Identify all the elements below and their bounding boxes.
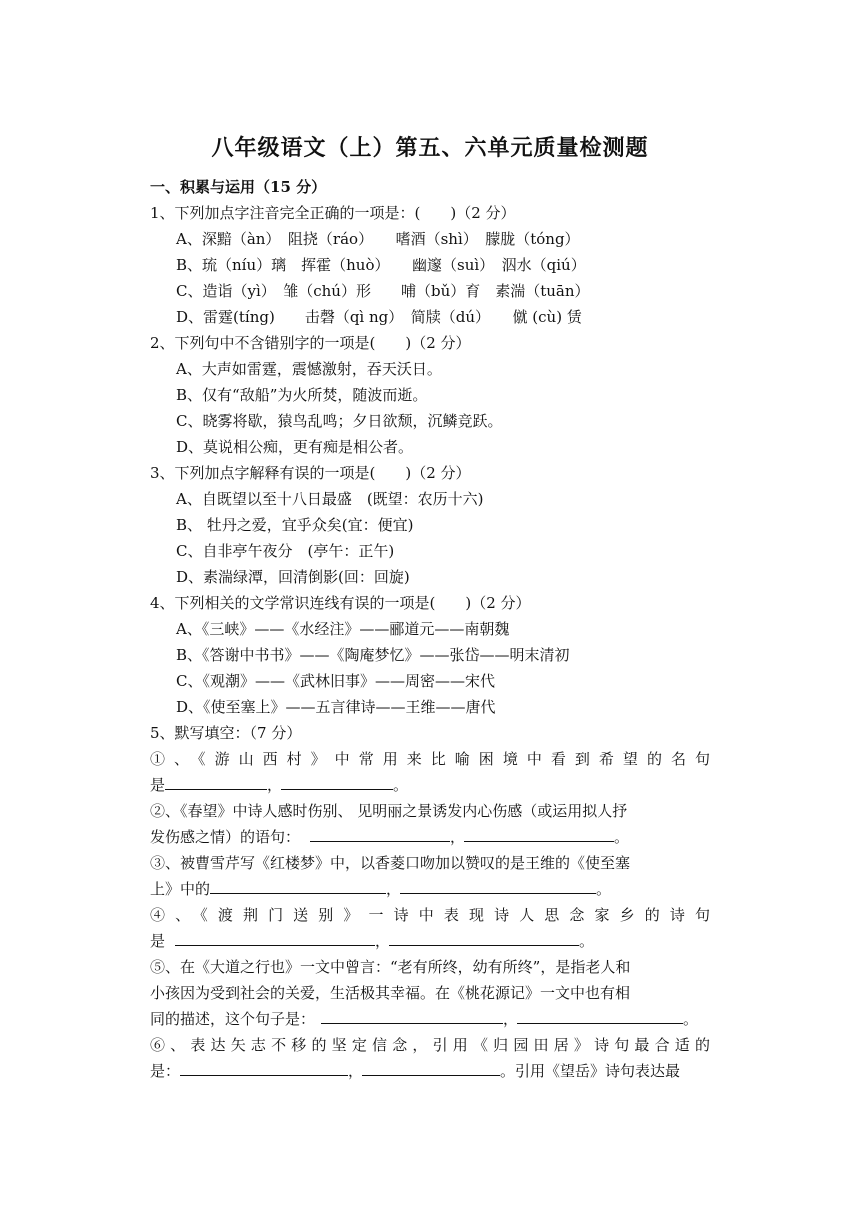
comma: ， (503, 1010, 519, 1028)
question-5-stem: 5、默写填空：（7 分） (150, 724, 302, 742)
fill-1-prefix: 是 (150, 776, 166, 794)
answer-blank[interactable] (321, 1009, 503, 1024)
question-2-option-b: B、仅有“敌船”为火所焚，随波而逝。 (176, 386, 428, 404)
question-2-stem: 2、下列句中不含错别字的一项是( )（2 分） (150, 334, 471, 352)
answer-blank[interactable] (180, 1061, 348, 1076)
comma: ， (450, 828, 466, 846)
answer-blank[interactable] (400, 879, 596, 894)
comma: ， (267, 776, 283, 794)
fill-2-prompt: ②、《春望》中诗人感时伤别、 见明丽之景诱发内心伤感（或运用拟人抒 (150, 802, 628, 820)
question-1-stem: 1、下列加点字注音完全正确的一项是：( )（2 分） (150, 204, 516, 222)
comma: ， (375, 932, 391, 950)
page-title: 八年级语文（上）第五、六单元质量检测题 (211, 135, 649, 161)
question-1-option-b: B、琉（níu）璃 挥霍（huò） 幽邃（suì） 泅水（qiú） (176, 256, 586, 274)
fill-4-prefix: 是 (150, 932, 166, 950)
period: 。 (596, 880, 612, 898)
answer-blank[interactable] (281, 775, 393, 790)
answer-blank[interactable] (389, 931, 579, 946)
answer-blank[interactable] (175, 931, 375, 946)
question-3-option-d: D、素湍绿潭，回清倒影(回：回旋) (176, 568, 410, 586)
answer-blank[interactable] (464, 827, 614, 842)
fill-6-prompt: ⑥、表达矢志不移的坚定信念，引用《归园田居》诗句最合适的 (150, 1036, 710, 1054)
answer-blank[interactable] (362, 1061, 500, 1076)
question-3-option-a: A、自既望以至十八日最盛 (既望：农历十六) (176, 490, 484, 508)
question-4-option-d: D、《使至塞上》——五言律诗——王维——唐代 (176, 698, 496, 716)
fill-4-answer-line (150, 931, 594, 951)
fill-1-prompt: ①、《游山西村》中常用来比喻困境中看到希望的名句 (150, 750, 710, 768)
fill-5-answer-line (150, 1009, 698, 1029)
question-2-option-a: A、大声如雷霆，震憾激射，吞天沃日。 (176, 360, 442, 378)
question-2-option-d: D、莫说相公痴，更有痴是相公者。 (176, 438, 414, 456)
question-4-option-b: B、《答谢中书书》——《陶庵梦忆》——张岱——明末清初 (176, 646, 570, 664)
period: 。 (393, 776, 409, 794)
question-1-option-c: C、造诣（yì） 雏（chú）形 哺（bǔ）育 素湍（tuān） (176, 282, 590, 300)
fill-3-answer-line (150, 879, 611, 899)
question-4-stem: 4、下列相关的文学常识连线有误的一项是( )（2 分） (150, 594, 531, 612)
question-3-option-b: B、 牡丹之爱，宜乎众矣(宜：便宜) (176, 516, 414, 534)
fill-5-prompt-line-2: 小孩因为受到社会的关爱，生活极其幸福。在《桃花源记》一文中也有相 (150, 984, 631, 1002)
fill-1-answer-line (150, 775, 408, 795)
comma: ， (348, 1062, 364, 1080)
period: 。 (614, 828, 630, 846)
question-3-stem: 3、下列加点字解释有误的一项是( )（2 分） (150, 464, 471, 482)
answer-blank[interactable] (210, 879, 386, 894)
fill-2-answer-line (150, 827, 629, 847)
period: 。 (683, 1010, 699, 1028)
fill-6-answer-line (150, 1061, 680, 1081)
fill-4-prompt: ④、《渡荆门送别》一诗中表现诗人思念家乡的诗句 (150, 906, 710, 924)
question-1-option-d: D、雷霆(tíng) 击磬（qì ng） 简牍（dú） 僦 (cù) 赁 (176, 308, 582, 326)
question-2-option-c: C、晓雾将歇，猿鸟乱鸣；夕日欲颓，沉鳞竞跃。 (176, 412, 503, 430)
fill-6-prefix: 是： (150, 1062, 181, 1080)
fill-3-prompt: ③、被曹雪芹写《红楼梦》中，以香菱口吻加以赞叹的是王维的《使至塞 (150, 854, 631, 872)
comma: ， (386, 880, 402, 898)
answer-blank[interactable] (165, 775, 267, 790)
question-4-option-c: C、《观潮》——《武林旧事》——周密——宋代 (176, 672, 495, 690)
fill-5-prefix: 同的描述，这个句子是： (150, 1010, 316, 1028)
fill-2-prefix: 发伤感之情）的语句： (150, 828, 301, 846)
answer-blank[interactable] (310, 827, 450, 842)
fill-6-suffix: 。引用《望岳》诗句表达最 (500, 1062, 681, 1080)
fill-3-prefix: 上》中的 (150, 880, 211, 898)
fill-5-prompt-line-1: ⑤、在《大道之行也》一文中曾言：“老有所终，幼有所终”，是指老人和 (150, 958, 631, 976)
question-4-option-a: A、《三峡》——《水经注》——郦道元——南朝魏 (176, 620, 510, 638)
section-heading: 一、积累与运用（15 分） (150, 178, 327, 196)
answer-blank[interactable] (517, 1009, 683, 1024)
question-1-option-a: A、深黯（àn） 阻挠（ráo） 嗜酒（shì） 朦胧（tóng） (176, 230, 580, 248)
period: 。 (579, 932, 595, 950)
question-3-option-c: C、自非亭午夜分 (亭午：正午) (176, 542, 395, 560)
